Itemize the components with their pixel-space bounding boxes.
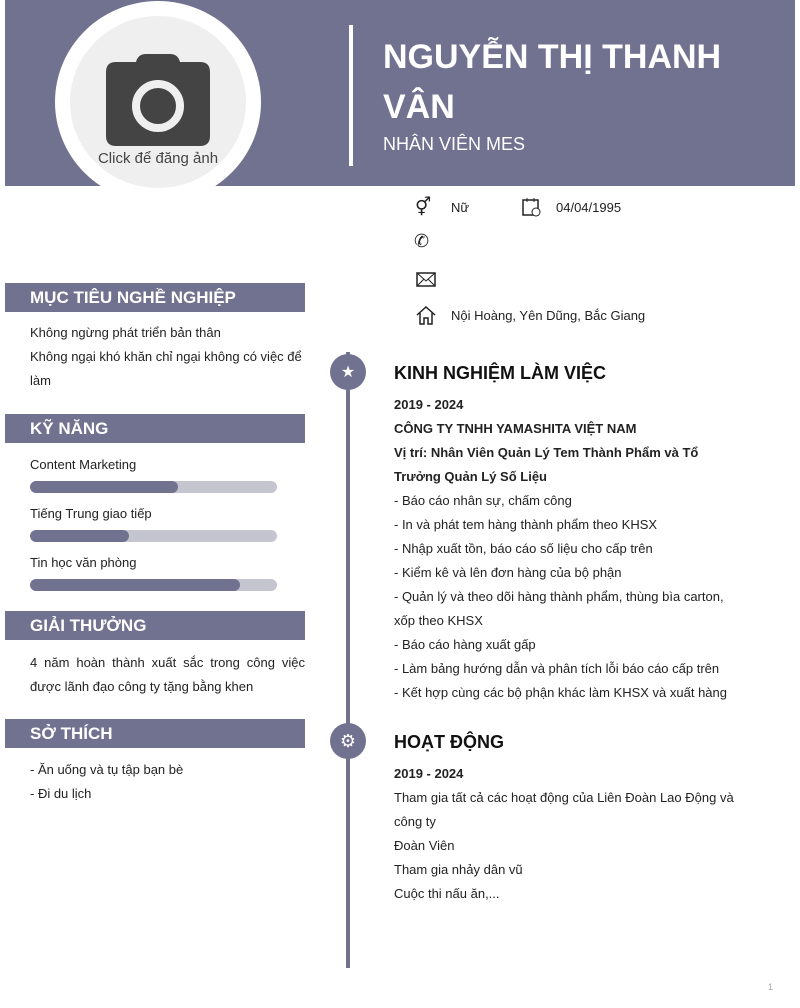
skill-name: Tin học văn phòng [30, 555, 137, 570]
phone-icon: ✆ [414, 231, 430, 251]
calendar-icon [521, 197, 541, 217]
experience-period: 2019 - 2024 [394, 397, 464, 412]
email-icon [416, 272, 436, 287]
activity-item: Tham gia nhảy dân vũ [394, 862, 523, 877]
gender-value: Nữ [451, 200, 470, 215]
activity-item: Đoàn Viên [394, 838, 455, 853]
experience-heading: KINH NGHIỆM LÀM VIỆC [394, 363, 607, 383]
hobby-item: - Đi du lịch [30, 786, 92, 801]
activities-heading: HOẠT ĐỘNG [394, 732, 504, 752]
objective-line: Không ngại khó khăn chỉ ngại không có việc để làm [30, 349, 302, 388]
home-icon [415, 305, 437, 325]
page-number: 1 [768, 982, 774, 992]
job-title: NHÂN VIÊN MES [383, 134, 526, 154]
divider [349, 25, 353, 166]
hobbies-list [30, 758, 305, 806]
gender-icon: ⚥ [415, 197, 432, 217]
experience-icon: ★ [330, 354, 366, 390]
hobbies-heading: SỞ THÍCH [5, 719, 305, 748]
experience-body [394, 393, 734, 705]
full-name: NGUYỄN THỊ THANH VÂN [383, 38, 722, 126]
duty-item: - Làm bảng hướng dẫn và phân tích lỗi báo cáo cấp trên [394, 661, 720, 676]
duty-item: - Báo cáo nhân sự, chấm công [394, 493, 572, 508]
activity-item: Cuộc thi nấu ăn,... [394, 886, 500, 901]
hobby-item: - Ăn uống và tụ tập bạn bè [30, 762, 184, 777]
timeline-line [346, 352, 350, 968]
skill-bar [30, 530, 277, 542]
skills-heading: KỸ NĂNG [5, 414, 305, 443]
company-name: CÔNG TY TNHH YAMASHITA VIỆT NAM [394, 421, 637, 436]
activities-period: 2019 - 2024 [394, 766, 464, 781]
skill-bar [30, 579, 277, 591]
duty-item: - In và phát tem hàng thành phẩm theo KHSX [394, 517, 658, 532]
skill-fill [30, 530, 129, 542]
dob-value: 04/04/1995 [556, 200, 622, 215]
objective-heading: MỤC TIÊU NGHỀ NGHIỆP [5, 283, 305, 312]
photo-caption: Click để đăng ảnh [97, 150, 219, 167]
duty-item: - Kết hợp cùng các bộ phận khác làm KHSX và xuất hàng [394, 685, 727, 700]
activities-body [394, 762, 734, 906]
objective-text [30, 321, 305, 393]
address-value: Nội Hoàng, Yên Dũng, Bắc Giang [451, 308, 646, 323]
camera-icon [106, 54, 210, 146]
skill-name: Tiếng Trung giao tiếp [30, 506, 152, 521]
skill-bar [30, 481, 277, 493]
activity-item: Tham gia tất cả các hoạt động của Liên Đoàn Lao Động và công ty [394, 790, 734, 829]
duty-item: - Kiểm kê và lên đơn hàng của bộ phận [394, 565, 622, 580]
skill-fill [30, 481, 178, 493]
awards-heading: GIẢI THƯỞNG [5, 611, 305, 640]
objective-line: Không ngừng phát triển bản thân [30, 325, 221, 340]
skill-fill [30, 579, 240, 591]
awards-text: 4 năm hoàn thành xuất sắc trong công việc được lãnh đạo công ty tặng bằng khen [30, 655, 305, 694]
duty-item: - Nhập xuất tồn, báo cáo số liệu cho cấp trên [394, 541, 653, 556]
activities-icon: ⚙ [330, 723, 366, 759]
duty-item: - Quản lý và theo dõi hàng thành phẩm, thùng bìa carton, xốp theo KHSX [394, 589, 724, 628]
duty-item: - Báo cáo hàng xuất gấp [394, 637, 536, 652]
position: Vị trí: Nhân Viên Quản Lý Tem Thành Phẩm và Tổ Trưởng Quản Lý Số Liệu [394, 445, 699, 484]
skill-name: Content Marketing [30, 457, 137, 472]
